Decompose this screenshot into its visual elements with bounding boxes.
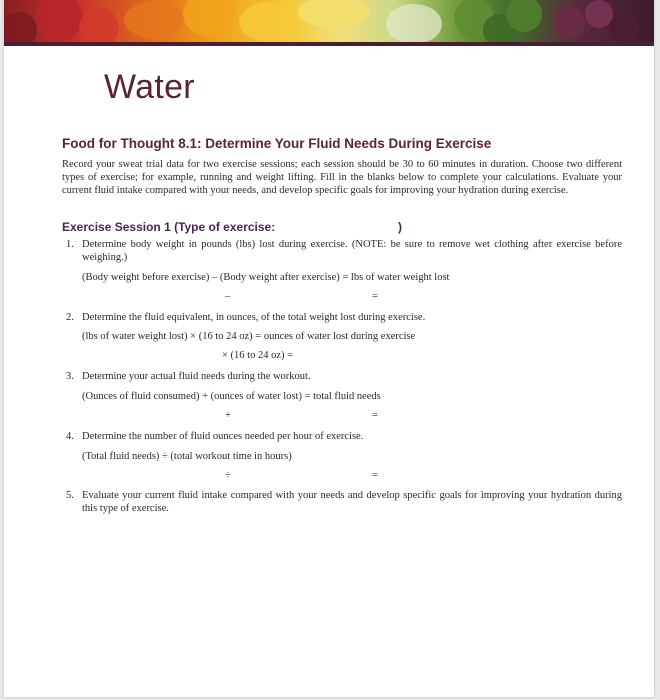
step-text: Evaluate your current fluid intake compared with your needs and develop specific goals for improving your hydration during this type of exercise. (82, 490, 622, 514)
step-4-operator: ÷ (225, 470, 231, 481)
step-3-operator: + (225, 410, 231, 421)
banner-divider (4, 42, 654, 46)
session-close-paren: ) (398, 220, 402, 234)
step-number: 4. (66, 431, 74, 442)
step-number: 5. (66, 490, 74, 501)
step-3-equals: = (372, 410, 378, 421)
step-4-equals: = (372, 470, 378, 481)
step-text: Determine your actual fluid needs during the workout. (82, 371, 311, 382)
session-heading (62, 220, 622, 234)
step-number: 2. (66, 312, 74, 323)
step-5 (66, 489, 622, 515)
step-1-operator: – (225, 291, 231, 302)
step-1 (66, 238, 622, 264)
section-title: Food for Thought 8.1: Determine Your Fluid Needs During Exercise (62, 136, 492, 151)
step-4-formula: (Total fluid needs) ÷ (total workout time in hours) (82, 451, 292, 462)
step-1-equals: = (372, 291, 378, 302)
step-2-operator: × (16 to 24 oz) = (222, 350, 294, 361)
step-text: Determine the number of fluid ounces needed per hour of exercise. (82, 431, 364, 442)
step-number: 3. (66, 371, 74, 382)
step-text: Determine the fluid equivalent, in ounces, of the total weight lost during exercise. (82, 312, 426, 323)
step-4 (66, 430, 622, 443)
step-3 (66, 370, 622, 383)
produce-banner-art (4, 0, 654, 42)
step-2-formula: (lbs of water weight lost) × (16 to 24 oz) = ounces of water lost during exercise (82, 331, 416, 342)
intro-paragraph: Record your sweat trial data for two exercise sessions; each session should be 30 to 60 minutes in duration. Choose two different types of exercise; for example, running and weight lifting. Fill in the blanks below to complete your calculations. Evaluate your current fluid intake compared with your needs, and develop specific goals for improving your hydration during exercise. (62, 159, 622, 196)
step-1-formula: (Body weight before exercise) – (Body weight after exercise) = lbs of water weight lost (82, 272, 450, 283)
produce-banner-image (4, 0, 654, 42)
step-2 (66, 311, 622, 324)
document-page (4, 0, 654, 697)
session-title-text: Exercise Session 1 (Type of exercise: (62, 220, 276, 234)
chapter-title: Water (104, 68, 195, 106)
step-number: 1. (66, 239, 74, 250)
step-3-formula: (Ounces of fluid consumed) + (ounces of water lost) = total fluid needs (82, 391, 381, 402)
step-text: Determine body weight in pounds (lbs) lost during exercise. (NOTE: be sure to remove wet clothing after exercise before weighing.) (82, 239, 622, 263)
